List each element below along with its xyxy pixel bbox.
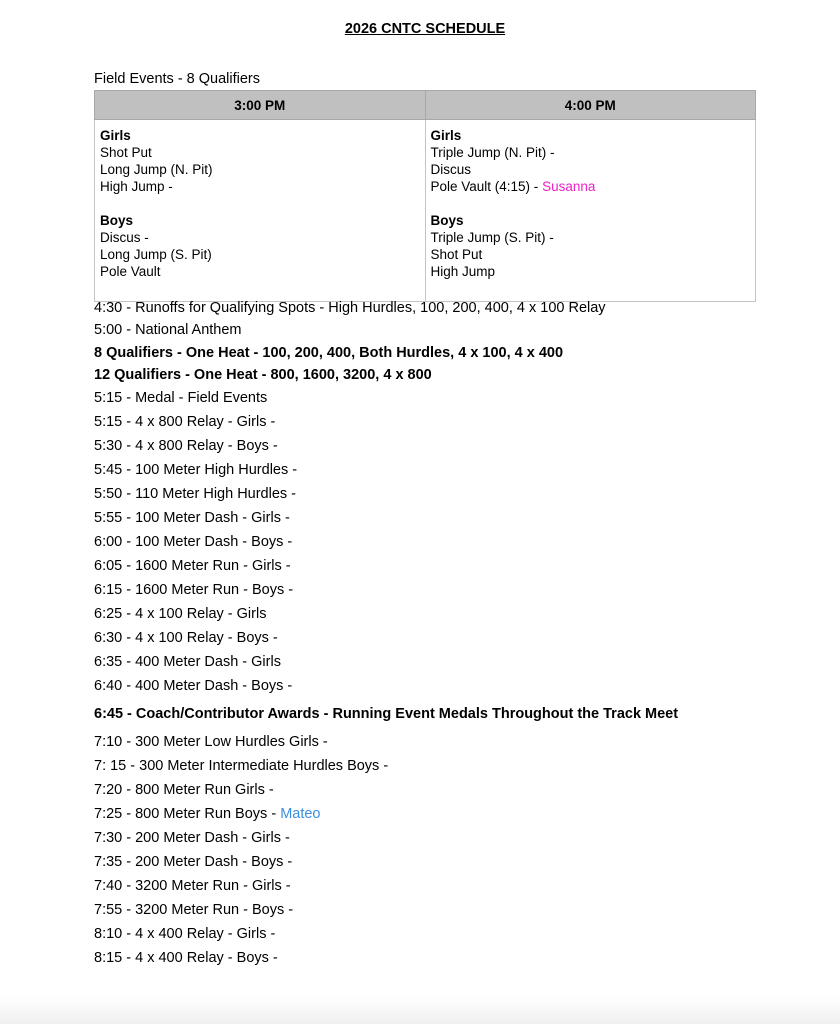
schedule-row-text: 7:30 - 200 Meter Dash - Girls - — [94, 830, 290, 846]
schedule-row-text: 6:00 - 100 Meter Dash - Boys - — [94, 534, 293, 550]
schedule-row-text: 4:30 - Runoffs for Qualifying Spots - High Hurdles, 100, 200, 400, 4 x 100 Relay — [94, 300, 606, 316]
table-body-row — [95, 120, 756, 302]
schedule-row-text: 6:30 - 4 x 100 Relay - Boys - — [94, 630, 278, 646]
events-cell-3pm — [95, 120, 426, 302]
schedule-row-text: 8:15 - 4 x 400 Relay - Boys - — [94, 950, 278, 966]
schedule-row-text: 7:35 - 200 Meter Dash - Boys - — [94, 854, 293, 870]
schedule-row — [94, 854, 292, 870]
event-item: Triple Jump (S. Pit) - — [430, 230, 554, 245]
schedule-row — [94, 654, 281, 670]
event-item: Pole Vault — [100, 264, 161, 279]
schedule-row-text: 5:30 - 4 x 800 Relay - Boys - — [94, 438, 278, 454]
schedule-row — [94, 830, 290, 846]
schedule-row-text: 5:15 - 4 x 800 Relay - Girls - — [94, 414, 276, 430]
time-header-4pm: 4:00 PM — [425, 91, 756, 120]
event-item: Triple Jump (N. Pit) - — [430, 145, 555, 160]
event-item: High Jump — [430, 264, 496, 279]
highlighted-name: Susanna — [542, 179, 596, 194]
schedule-row-text: 5:50 - 110 Meter High Hurdles - — [94, 486, 297, 502]
event-item: Discus - — [100, 230, 149, 245]
field-events-table — [94, 90, 756, 302]
schedule-row-text: 7: 15 - 300 Meter Intermediate Hurdles Boys - — [94, 758, 389, 774]
event-item: Discus — [430, 162, 472, 177]
schedule-row — [94, 706, 678, 722]
girls-heading: Girls — [100, 128, 131, 143]
girls-heading: Girls — [430, 128, 462, 143]
time-header-3pm: 3:00 PM — [95, 91, 426, 120]
event-item-with-name — [431, 178, 751, 195]
schedule-row-text: 8 Qualifiers - One Heat - 100, 200, 400, Both Hurdles, 4 x 100, 4 x 400 — [94, 345, 564, 361]
schedule-row-text: 6:40 - 400 Meter Dash - Boys - — [94, 678, 293, 694]
schedule-row — [94, 758, 388, 774]
schedule-row — [94, 534, 292, 550]
schedule-row-text: 6:35 - 400 Meter Dash - Girls — [94, 654, 281, 670]
events-cell-4pm — [425, 120, 756, 302]
schedule-row-text: 7:55 - 3200 Meter Run - Boys - — [94, 902, 294, 918]
highlighted-name: Mateo — [280, 806, 321, 822]
schedule-row-text: 6:25 - 4 x 100 Relay - Girls — [94, 606, 267, 622]
schedule-row-text: 7:20 - 800 Meter Run Girls - — [94, 782, 274, 798]
schedule-row-text: 5:00 - National Anthem — [94, 322, 242, 338]
schedule-row — [94, 582, 293, 598]
schedule-row-text: 5:15 - Medal - Field Events — [94, 390, 268, 406]
schedule-row — [94, 438, 278, 454]
schedule-row — [94, 322, 242, 338]
document-title: 2026 CNTC SCHEDULE — [344, 21, 506, 37]
schedule-row — [94, 950, 278, 966]
schedule-row — [94, 926, 275, 942]
event-item-text: Pole Vault (4:15) - — [430, 179, 539, 194]
boys-heading: Boys — [100, 213, 134, 228]
schedule-row — [94, 902, 293, 918]
schedule-row-text: 5:45 - 100 Meter High Hurdles - — [94, 462, 298, 478]
schedule-row-text: 6:05 - 1600 Meter Run - Girls - — [94, 558, 291, 574]
schedule-row-text: 7:40 - 3200 Meter Run - Girls - — [94, 878, 291, 894]
schedule-row — [94, 806, 321, 822]
schedule-row — [94, 678, 292, 694]
schedule-row — [94, 414, 275, 430]
event-item: Long Jump (S. Pit) — [100, 247, 212, 262]
event-item: Shot Put — [100, 145, 152, 160]
schedule-row-text: 6:45 - Coach/Contributor Awards - Running Event Medals Throughout the Track Meet — [94, 706, 679, 722]
schedule-row — [94, 782, 274, 798]
schedule-row — [94, 300, 606, 316]
schedule-row-text: 8:10 - 4 x 400 Relay - Girls - — [94, 926, 276, 942]
event-item: High Jump - — [100, 179, 173, 194]
schedule-row — [94, 878, 291, 894]
schedule-row-text: 5:55 - 100 Meter Dash - Girls - — [94, 510, 290, 526]
schedule-row-text: 7:10 - 300 Meter Low Hurdles Girls - — [94, 734, 328, 750]
schedule-row — [94, 345, 563, 361]
schedule-row — [94, 606, 266, 622]
schedule-row — [94, 462, 297, 478]
group-spacer — [100, 195, 420, 212]
table-header-row — [95, 91, 756, 120]
schedule-row — [94, 510, 290, 526]
group-spacer — [431, 195, 751, 212]
schedule-row-text: 7:25 - 800 Meter Run Boys - — [94, 806, 277, 822]
event-item: Shot Put — [430, 247, 483, 262]
schedule-row — [94, 390, 267, 406]
schedule-row-text: 6:15 - 1600 Meter Run - Boys - — [94, 582, 294, 598]
schedule-row — [94, 486, 296, 502]
page-bottom-edge — [0, 996, 840, 1024]
event-item: Long Jump (N. Pit) — [100, 162, 213, 177]
field-events-label: Field Events - 8 Qualifiers — [94, 71, 261, 87]
schedule-row — [94, 367, 432, 383]
schedule-row-text: 12 Qualifiers - One Heat - 800, 1600, 3200, 4 x 800 — [94, 367, 432, 383]
schedule-row — [94, 630, 278, 646]
schedule-row — [94, 734, 328, 750]
boys-heading: Boys — [430, 213, 464, 228]
schedule-row — [94, 558, 291, 574]
